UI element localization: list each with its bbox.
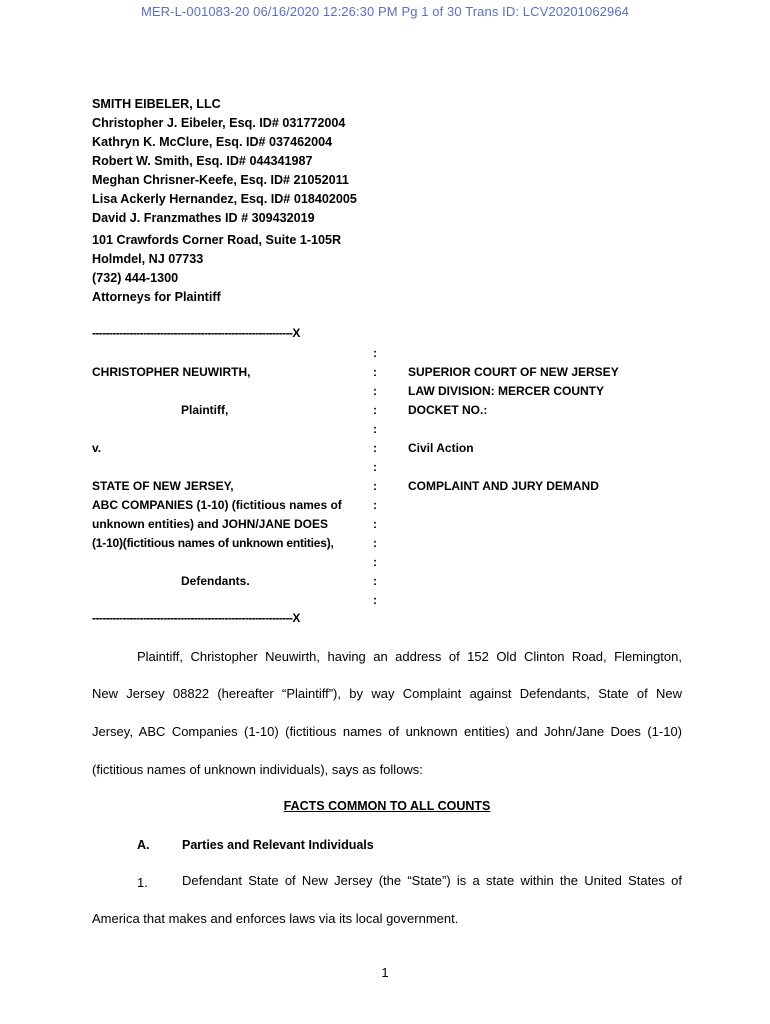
paragraph-line: America that makes and enforces laws via its local government. (92, 911, 459, 926)
caption-colon: : (373, 517, 377, 531)
caption-colon: : (373, 422, 377, 436)
court-division: LAW DIVISION: MERCER COUNTY (408, 384, 605, 398)
address-line: 101 Crawfords Corner Road, Suite 1-105R (92, 233, 342, 247)
caption-colon: : (373, 574, 377, 588)
caption-colon: : (373, 441, 377, 455)
plaintiff-role: Plaintiff, (181, 403, 229, 417)
defendant-line: unknown entities) and JOHN/JANE DOES (92, 517, 329, 531)
caption-colon: : (373, 593, 377, 607)
caption-colon: : (373, 346, 377, 360)
defendant-role: Defendants. (181, 574, 250, 588)
caption-colon: : (373, 365, 377, 379)
attorney-line: Robert W. Smith, Esq. ID# 044341987 (92, 154, 313, 168)
attorney-line: Lisa Ackerly Hernandez, Esq. ID# 018402005 (92, 192, 357, 206)
caption-rule-top: -----------------------------------------------------------X (92, 326, 300, 340)
facts-heading: FACTS COMMON TO ALL COUNTS (283, 799, 491, 813)
docket-number: DOCKET NO.: (408, 403, 488, 417)
caption-colon: : (373, 536, 377, 550)
phone-line: (732) 444-1300 (92, 271, 179, 285)
filing-stamp: MER-L-001083-20 06/16/2020 12:26:30 PM Pg 1 of 30 Trans ID: LCV20201062964 (140, 4, 629, 19)
caption-rule-bottom: -----------------------------------------------------------X (92, 611, 300, 625)
facts-heading-wrap (92, 799, 682, 813)
versus: v. (92, 441, 102, 455)
caption-colon: : (373, 384, 377, 398)
caption-colon: : (373, 403, 377, 417)
address-line: Holmdel, NJ 07733 (92, 252, 204, 266)
section-letter: A. (137, 838, 150, 852)
attorneys-for-line: Attorneys for Plaintiff (92, 290, 221, 304)
section-title: Parties and Relevant Individuals (182, 838, 374, 852)
intro-line: Plaintiff, Christopher Neuwirth, having an address of 152 Old Clinton Road, Flemington, (137, 649, 682, 664)
intro-line: New Jersey 08822 (hereafter “Plaintiff”), by way Complaint against Defendants, State of New (92, 686, 682, 701)
attorney-line: Christopher J. Eibeler, Esq. ID# 031772004 (92, 116, 346, 130)
attorney-line: Meghan Chrisner-Keefe, Esq. ID# 21052011 (92, 173, 349, 187)
defendant-line: STATE OF NEW JERSEY, (92, 479, 234, 493)
defendant-line: (1-10)(fictitious names of unknown entities), (92, 536, 334, 550)
caption-colon: : (373, 555, 377, 569)
page-number: 1 (381, 965, 389, 980)
paragraph-line: Defendant State of New Jersey (the “State”) is a state within the United States of (182, 873, 682, 888)
complaint-title: COMPLAINT AND JURY DEMAND (408, 479, 599, 493)
defendant-line: ABC COMPANIES (1-10) (fictitious names of (92, 498, 342, 512)
firm-name: SMITH EIBELER, LLC (92, 97, 221, 111)
paragraph-number: 1. (137, 875, 148, 890)
civil-action: Civil Action (408, 441, 474, 455)
plaintiff-name: CHRISTOPHER NEUWIRTH, (92, 365, 251, 379)
intro-line: (fictitious names of unknown individuals), says as follows: (92, 762, 423, 777)
court-name: SUPERIOR COURT OF NEW JERSEY (408, 365, 619, 379)
attorney-line: Kathryn K. McClure, Esq. ID# 037462004 (92, 135, 333, 149)
caption-colon: : (373, 498, 377, 512)
caption-colon: : (373, 460, 377, 474)
caption-colon: : (373, 479, 377, 493)
attorney-line: David J. Franzmathes ID # 309432019 (92, 211, 315, 225)
intro-line: Jersey, ABC Companies (1-10) (fictitious names of unknown entities) and John/Jane Does (1-10) (92, 724, 682, 739)
